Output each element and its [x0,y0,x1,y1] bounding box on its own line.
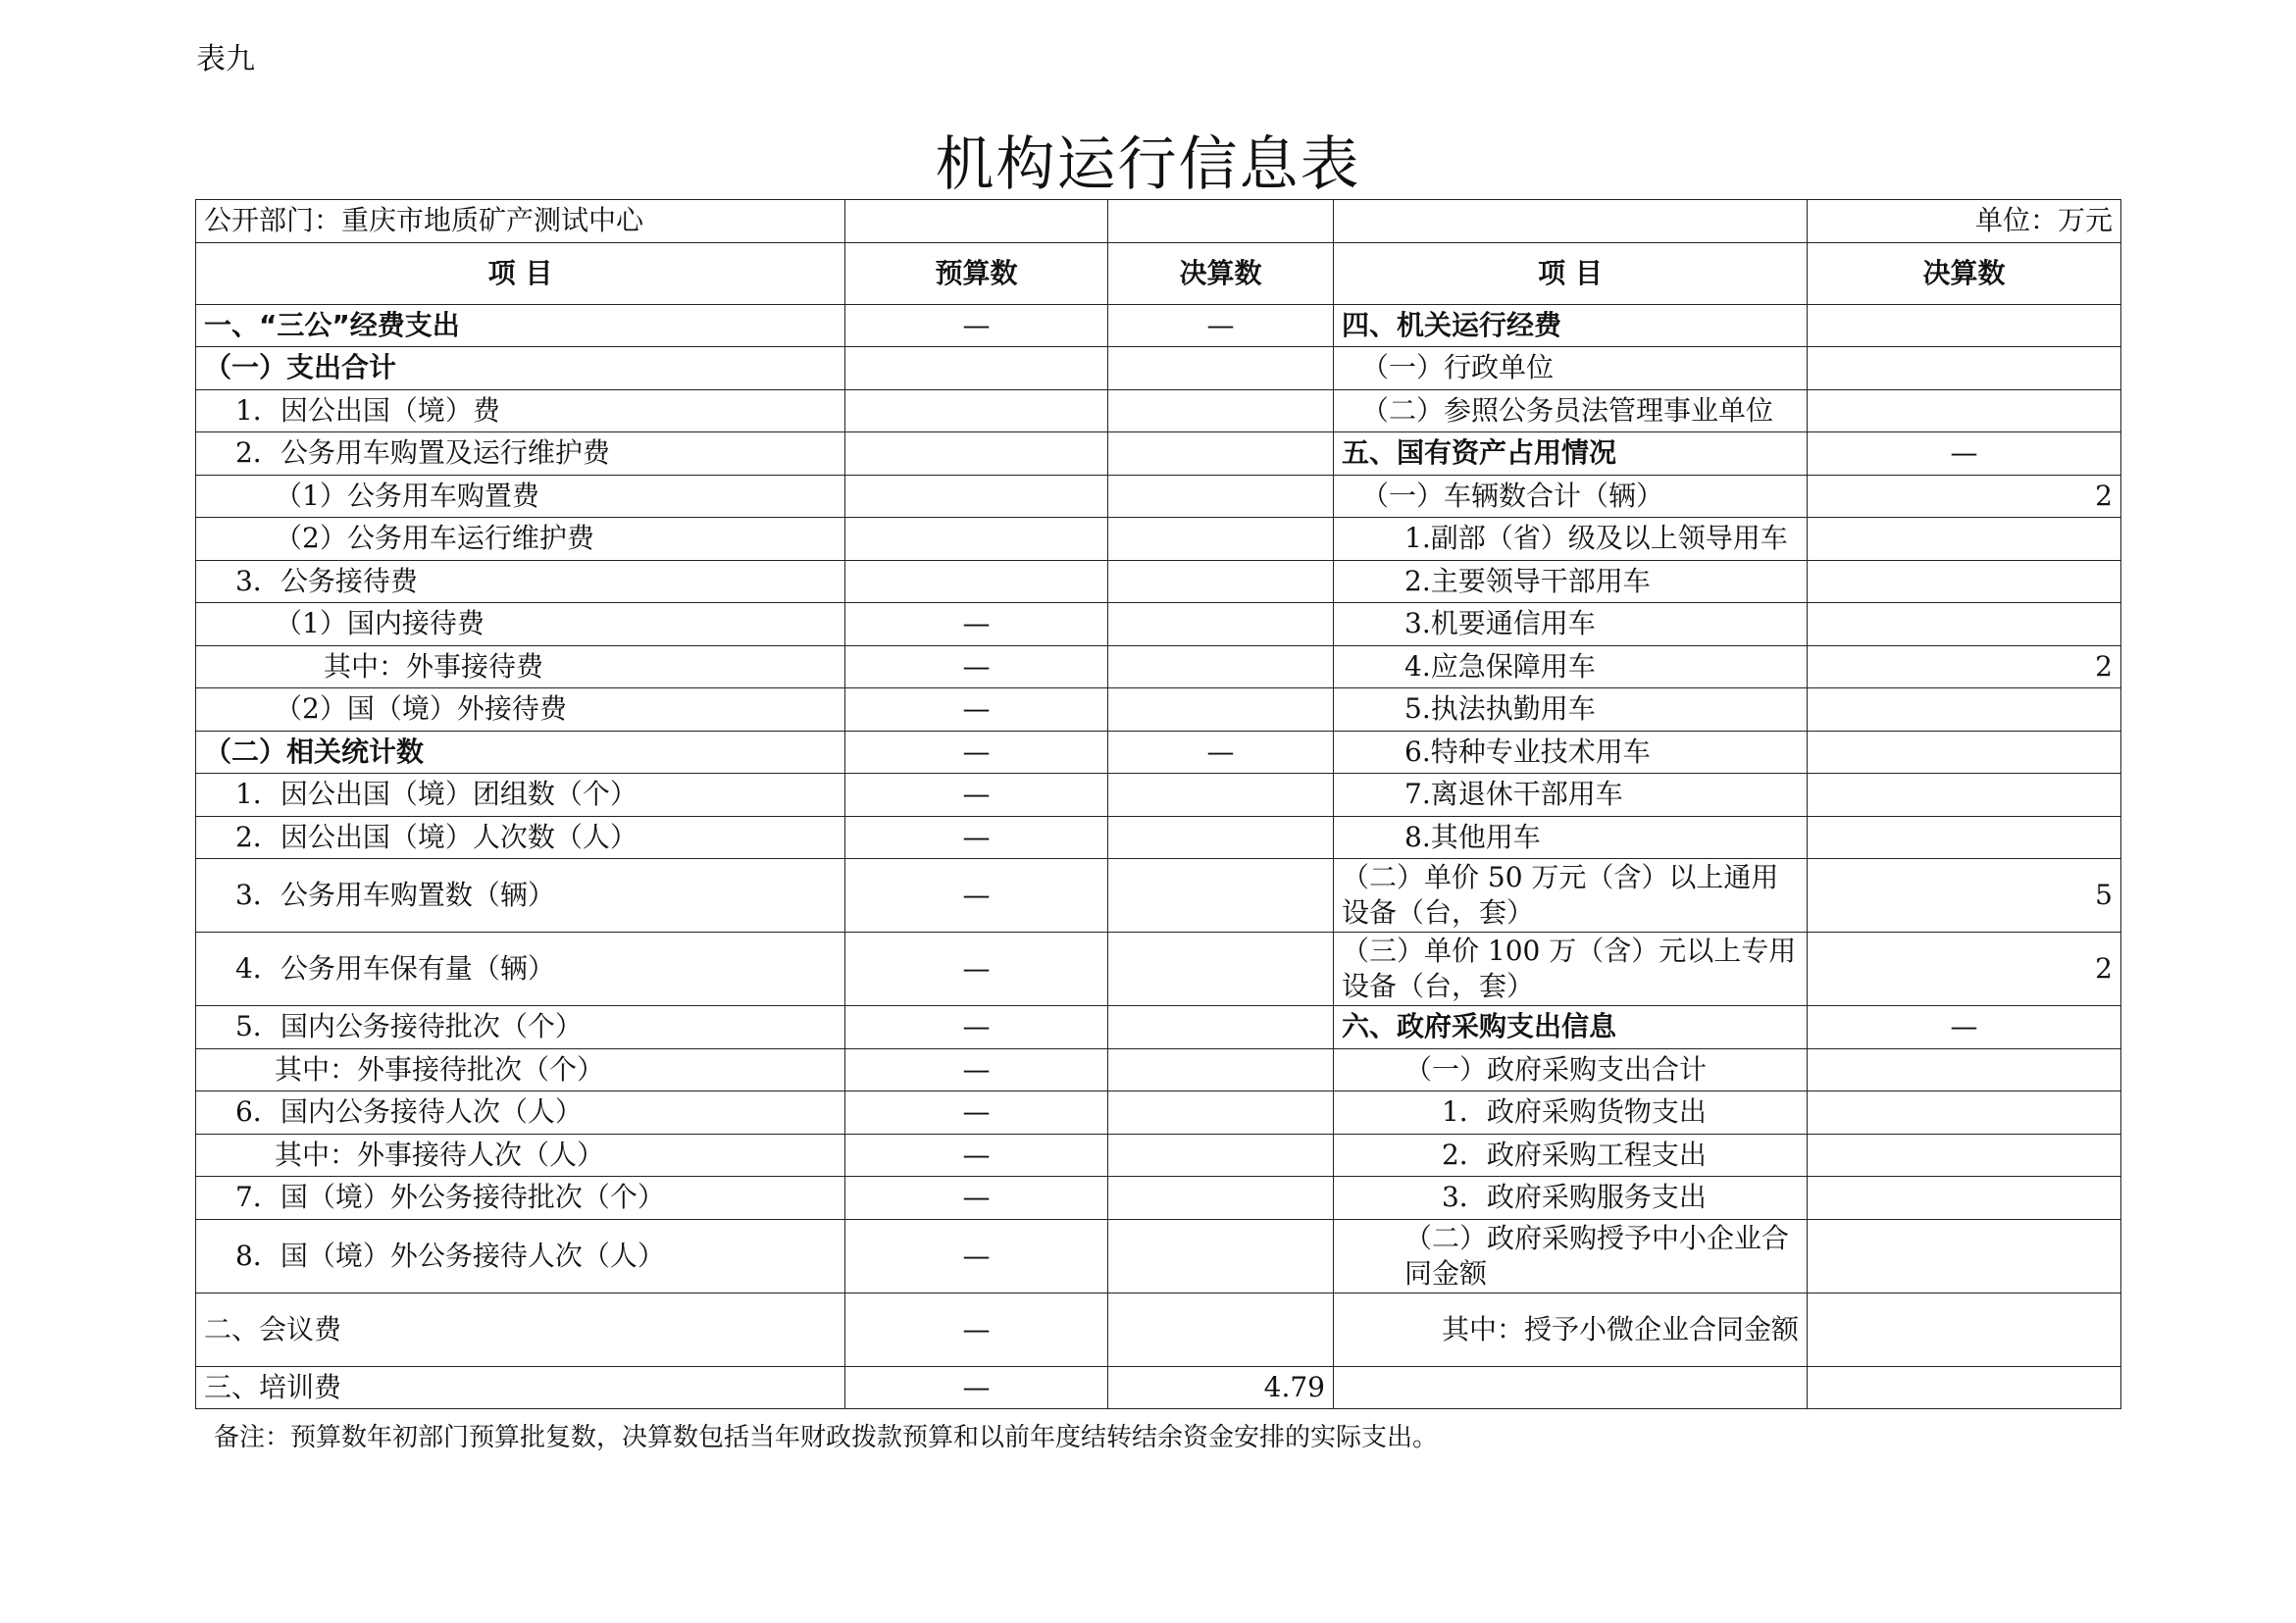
institution-operation-table [195,199,2121,1409]
row-budget [845,432,1108,476]
row-item: 一、“三公”经费支出 [196,304,845,347]
row-budget: — [845,731,1108,774]
row-item: （1）公务用车购置费 [196,475,845,518]
row-item: 1．因公出国（境）团组数（个） [196,774,845,817]
row-item: 6．国内公务接待人次（人） [196,1091,845,1135]
row-final-right [1808,1177,2121,1220]
table-row [196,475,2121,518]
row-item-right: （二）参照公务员法管理事业单位 [1334,389,1808,432]
row-item: （一）支出合计 [196,347,845,390]
row-final: — [1108,731,1334,774]
row-final-right [1808,389,2121,432]
row-budget [845,518,1108,561]
table-row [196,645,2121,688]
row-budget [845,389,1108,432]
row-final [1108,475,1334,518]
row-final-right [1808,774,2121,817]
row-item: 其中：外事接待人次（人） [196,1134,845,1177]
empty-cell [845,200,1108,243]
row-final-right [1808,1366,2121,1409]
row-item-right: 4.应急保障用车 [1334,645,1808,688]
row-final-right: 2 [1808,645,2121,688]
footnote: 备注：预算数年初部门预算批复数，决算数包括当年财政拨款预算和以前年度结转结余资金安排的实际支出。 [214,1423,1439,1452]
row-final [1108,688,1334,732]
table-row [196,304,2121,347]
row-final-right [1808,816,2121,859]
table-row [196,933,2121,1006]
row-item-right: 1．政府采购货物支出 [1334,1091,1808,1135]
row-budget [845,475,1108,518]
row-item-right: 2.主要领导干部用车 [1334,560,1808,603]
empty-cell [1108,200,1334,243]
row-item: 其中：外事接待费 [196,645,845,688]
row-item: 三、培训费 [196,1366,845,1409]
column-header-budget: 预算数 [845,242,1108,304]
table-number-label: 表九 [196,42,255,76]
row-final-right [1808,603,2121,646]
row-final-right [1808,688,2121,732]
page-title: 机构运行信息表 [935,130,1361,199]
row-budget: — [845,816,1108,859]
row-budget: — [845,1177,1108,1220]
row-item-right: 其中：授予小微企业合同金额 [1334,1293,1808,1366]
row-item-right: 四、机关运行经费 [1334,304,1808,347]
row-item: （二）相关统计数 [196,731,845,774]
row-budget: — [845,645,1108,688]
row-item-right: 1.副部（省）级及以上领导用车 [1334,518,1808,561]
row-budget: — [845,933,1108,1006]
table-row [196,1177,2121,1220]
row-final-right [1808,347,2121,390]
row-item-right: 6.特种专业技术用车 [1334,731,1808,774]
department-label: 公开部门：重庆市地质矿产测试中心 [196,200,845,243]
table-row [196,688,2121,732]
table-row [196,1091,2121,1135]
table-row [196,1293,2121,1366]
column-header-item: 项 目 [196,242,845,304]
row-final [1108,347,1334,390]
table-row [196,560,2121,603]
row-final-right [1808,1219,2121,1293]
row-item-right: 5.执法执勤用车 [1334,688,1808,732]
row-final [1108,1134,1334,1177]
table-row [196,389,2121,432]
row-budget: — [845,1006,1108,1049]
row-budget: — [845,603,1108,646]
row-budget [845,560,1108,603]
row-final-right [1808,518,2121,561]
row-item: 2．因公出国（境）人次数（人） [196,816,845,859]
column-header-final-right: 决算数 [1808,242,2121,304]
table-row [196,518,2121,561]
table-row [196,859,2121,933]
row-item: 1．因公出国（境）费 [196,389,845,432]
table-row [196,774,2121,817]
row-item: 7．国（境）外公务接待批次（个） [196,1177,845,1220]
row-final-right [1808,1091,2121,1135]
table-row [196,347,2121,390]
table-row [196,1219,2121,1293]
row-final-right: — [1808,432,2121,476]
row-final [1108,645,1334,688]
row-final-right [1808,560,2121,603]
row-item: 其中：外事接待批次（个） [196,1048,845,1091]
row-budget: — [845,1048,1108,1091]
row-final [1108,518,1334,561]
table-row [196,603,2121,646]
row-final [1108,859,1334,933]
row-item-right: （三）单价 100 万（含）元以上专用设备（台，套） [1334,933,1808,1006]
table-row [196,816,2121,859]
row-item-right: 3.机要通信用车 [1334,603,1808,646]
row-item-right: （二）单价 50 万元（含）以上通用设备（台，套） [1334,859,1808,933]
row-item-right: 8.其他用车 [1334,816,1808,859]
table-row [196,731,2121,774]
row-final [1108,1048,1334,1091]
table-row [196,1048,2121,1091]
row-final [1108,1177,1334,1220]
row-final [1108,560,1334,603]
table-row [196,432,2121,476]
row-budget: — [845,859,1108,933]
row-item-right: （一）政府采购支出合计 [1334,1048,1808,1091]
row-final [1108,389,1334,432]
row-item-right: 2．政府采购工程支出 [1334,1134,1808,1177]
column-header-item-right: 项 目 [1334,242,1808,304]
row-item: （2）公务用车运行维护费 [196,518,845,561]
row-item-right: 3．政府采购服务支出 [1334,1177,1808,1220]
row-item: 8．国（境）外公务接待人次（人） [196,1219,845,1293]
row-final [1108,432,1334,476]
row-item-right: （一）行政单位 [1334,347,1808,390]
row-final [1108,1091,1334,1135]
row-item: 5．国内公务接待批次（个） [196,1006,845,1049]
table-row [196,1134,2121,1177]
column-header-final: 决算数 [1108,242,1334,304]
row-final [1108,603,1334,646]
row-final-right: 2 [1808,933,2121,1006]
table-row [196,1006,2121,1049]
row-item-right [1334,1366,1808,1409]
row-final-right [1808,1048,2121,1091]
row-final-right: 2 [1808,475,2121,518]
row-final-right: — [1808,1006,2121,1049]
row-final: 4.79 [1108,1366,1334,1409]
row-budget: — [845,304,1108,347]
row-final-right [1808,731,2121,774]
table-row [196,1366,2121,1409]
row-budget: — [845,1091,1108,1135]
row-budget [845,347,1108,390]
row-final-right: 5 [1808,859,2121,933]
column-header-row [196,242,2121,304]
row-item: 3．公务接待费 [196,560,845,603]
row-budget: — [845,1219,1108,1293]
row-budget: — [845,1366,1108,1409]
row-final-right [1808,1293,2121,1366]
unit-label: 单位：万元 [1808,200,2121,243]
empty-cell [1334,200,1808,243]
row-budget: — [845,1293,1108,1366]
row-final [1108,1293,1334,1366]
row-item-right: 7.离退休干部用车 [1334,774,1808,817]
row-item: 3．公务用车购置数（辆） [196,859,845,933]
header-info-row [196,200,2121,243]
row-item: 2．公务用车购置及运行维护费 [196,432,845,476]
row-final-right [1808,1134,2121,1177]
row-budget: — [845,688,1108,732]
row-item-right: 五、国有资产占用情况 [1334,432,1808,476]
row-budget: — [845,1134,1108,1177]
row-item-right: （一）车辆数合计（辆） [1334,475,1808,518]
row-final: — [1108,304,1334,347]
row-final [1108,774,1334,817]
row-item: 4．公务用车保有量（辆） [196,933,845,1006]
row-final [1108,1219,1334,1293]
row-item-right: 六、政府采购支出信息 [1334,1006,1808,1049]
row-item: （2）国（境）外接待费 [196,688,845,732]
row-final [1108,1006,1334,1049]
row-item: 二、会议费 [196,1293,845,1366]
row-item: （1）国内接待费 [196,603,845,646]
row-final [1108,816,1334,859]
row-final-right [1808,304,2121,347]
row-final [1108,933,1334,1006]
row-budget: — [845,774,1108,817]
row-item-right: （二）政府采购授予中小企业合同金额 [1334,1219,1808,1293]
